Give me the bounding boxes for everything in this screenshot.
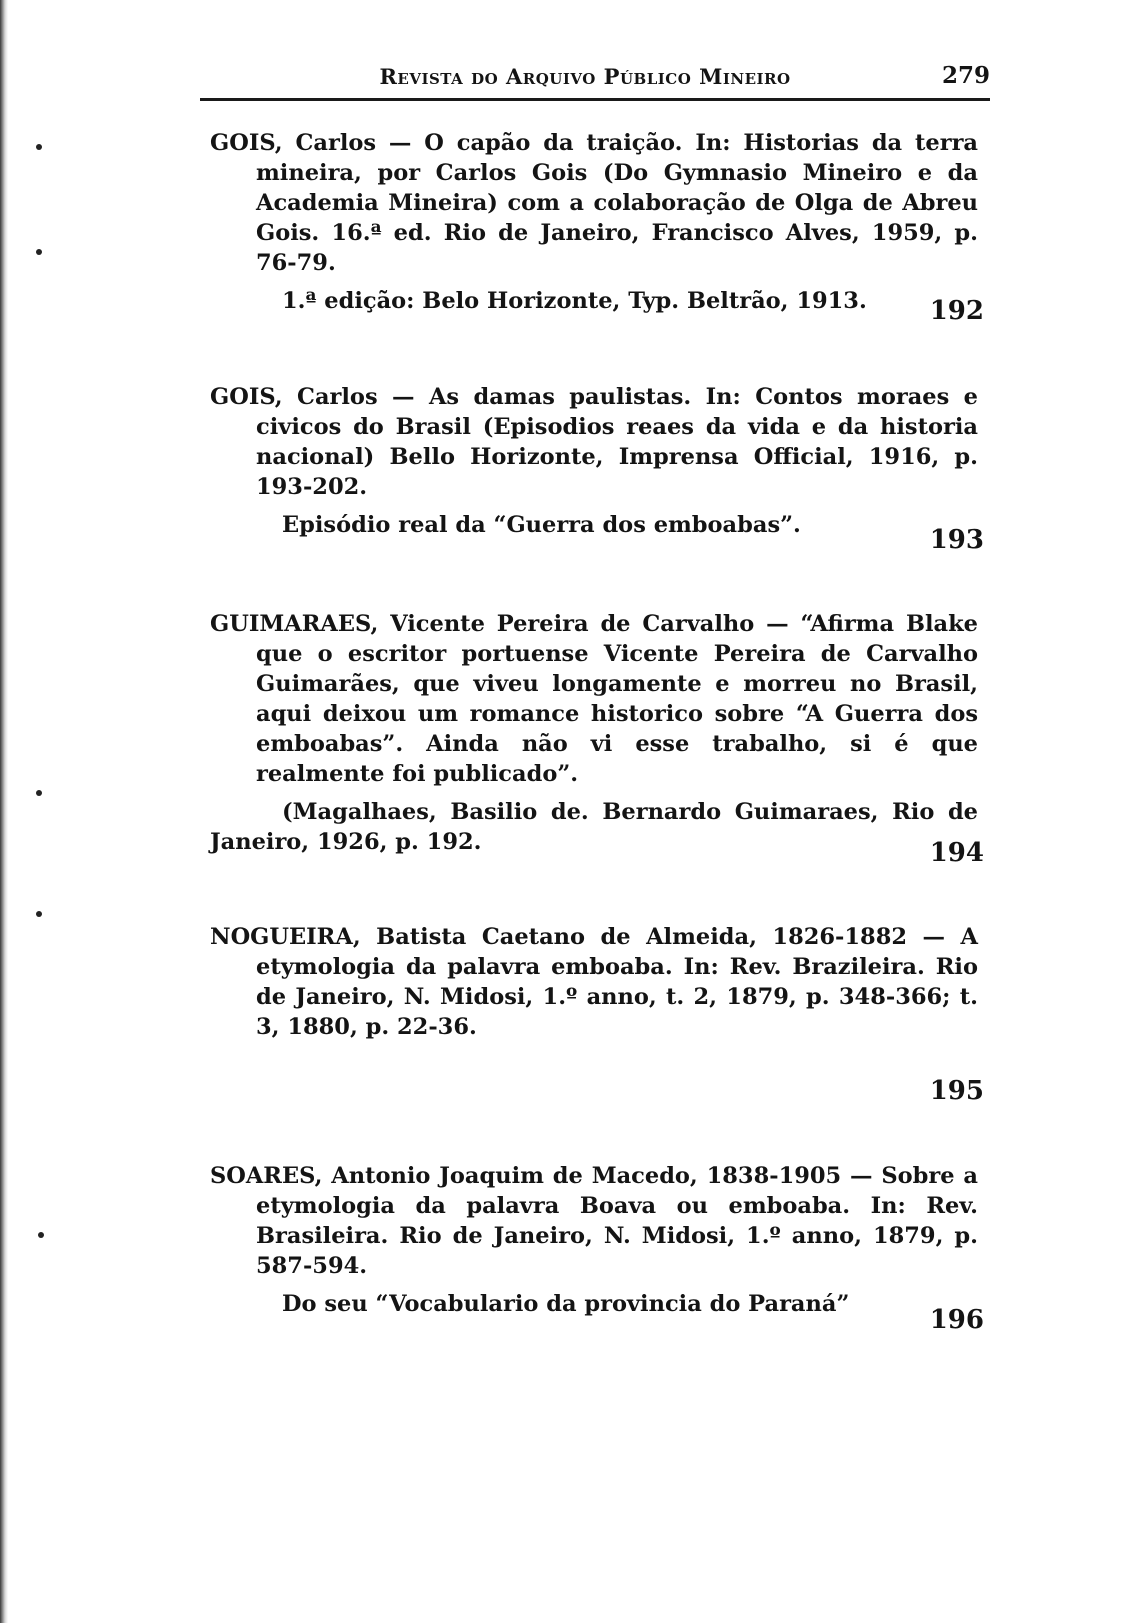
- running-header: [200, 62, 990, 101]
- bibliography-entry: [210, 382, 978, 540]
- bibliography-entry: [210, 128, 978, 316]
- running-title: Revista do Arquivo Público Mineiro: [379, 64, 791, 89]
- entry-number: 196: [929, 1305, 984, 1335]
- entry-citation: SOARES, Antonio Joaquim de Macedo, 1838-1905 — Sobre a etymologia da palavra Boava ou emboaba. In: Rev. Brasileira. Rio de Janeiro, N. Midosi, 1.º anno, 1879, p. 587-594.: [210, 1163, 978, 1279]
- page-number: 279: [941, 62, 990, 89]
- entry-note: (Magalhaes, Basilio de. Bernardo Guimaraes, Rio de Janeiro, 1926, p. 192.: [210, 799, 978, 855]
- entry-citation: GOIS, Carlos — O capão da traição. In: Historias da terra mineira, por Carlos Gois (Do Gymnasio Mineiro e da Academia Mineira) com a colaboração de Olga de Abreu Gois. 16.ª ed. Rio de Janeiro, Francisco Alves, 1959, p. 76-79.: [210, 130, 978, 276]
- scan-speck: [38, 1232, 44, 1238]
- entry-number: 193: [929, 525, 984, 555]
- bibliography-entry: [210, 1161, 978, 1319]
- entry-citation: NOGUEIRA, Batista Caetano de Almeida, 1826-1882 — A etymologia da palavra emboaba. In: Rev. Brazileira. Rio de Janeiro, N. Midosi, 1.º anno, t. 2, 1879, p. 348-366; t. 3, 1880, p. 22-36.: [210, 924, 978, 1040]
- entry-note: Do seu “Vocabulario da provincia do Paraná”: [282, 1291, 850, 1317]
- entry-number: 195: [929, 1076, 984, 1106]
- scan-speck: [36, 790, 42, 796]
- scan-speck: [36, 249, 42, 255]
- scan-speck: [36, 911, 42, 917]
- entry-number: 194: [929, 838, 984, 868]
- scan-speck: [36, 144, 42, 150]
- entry-note: Episódio real da “Guerra dos emboabas”.: [282, 512, 801, 538]
- entry-citation: GOIS, Carlos — As damas paulistas. In: Contos moraes e civicos do Brasil (Episodios reaes da vida e da historia nacional) Bello Horizonte, Imprensa Official, 1916, p. 193-202.: [210, 384, 978, 500]
- entry-citation: GUIMARAES, Vicente Pereira de Carvalho — “Afirma Blake que o escritor portuense Vicente Pereira de Carvalho Guimarães, que viveu longamente e morreu no Brasil, aqui deixou um romance historico sobre “A Guerra dos emboabas”. Ainda não vi esse trabalho, si é que realmente foi publicado”.: [210, 611, 978, 787]
- entry-note: 1.ª edição: Belo Horizonte, Typ. Beltrão, 1913.: [282, 288, 867, 314]
- bibliography-entry: [210, 609, 978, 857]
- entry-number: 192: [929, 296, 984, 326]
- page-binding-edge: [0, 0, 8, 1623]
- bibliography-entry: [210, 922, 978, 1042]
